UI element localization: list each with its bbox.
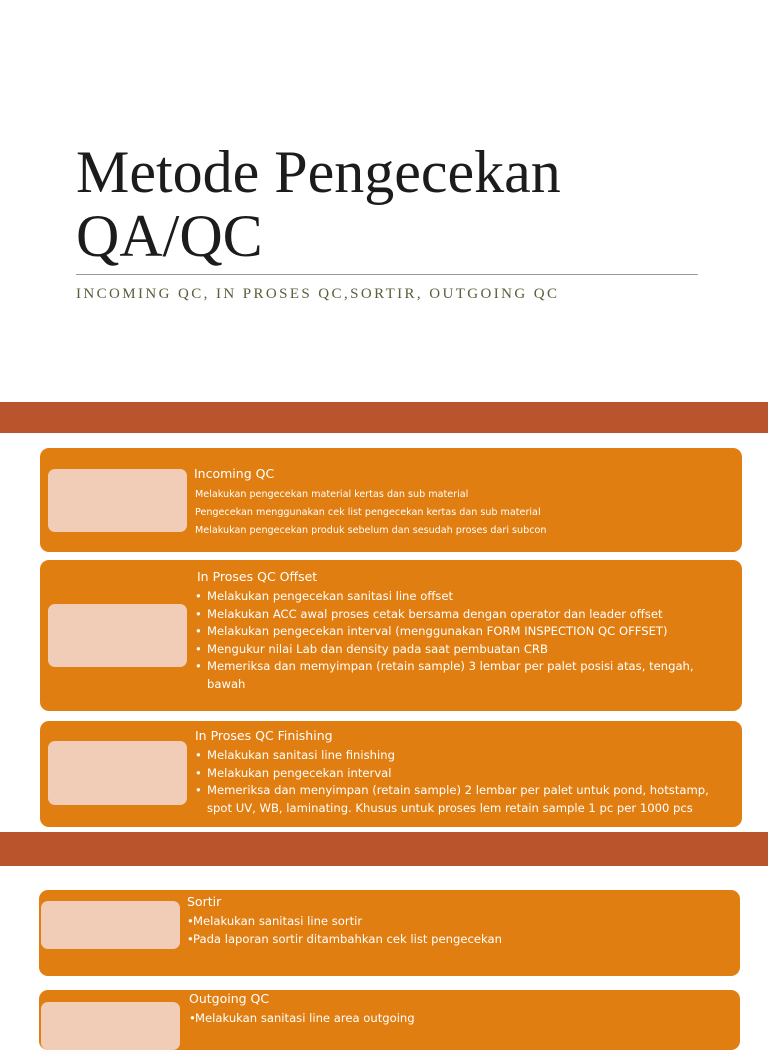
outgoing-qc-title: Outgoing QC: [189, 991, 270, 1006]
outgoing-qc-item: • Melakukan sanitasi line area outgoing: [189, 1010, 729, 1028]
outgoing-qc-card: [39, 990, 740, 1050]
incoming-qc-thumbnail: [48, 469, 187, 532]
incoming-qc-card: [40, 448, 742, 552]
finishing-qc-item: • Memeriksa dan menyimpan (retain sample) 2 lembar per palet untuk pond, hotstamp, spot UV, WB, laminating. Khusus untuk proses lem retain sample 1 pc per 1000 pcs: [195, 782, 720, 817]
incoming-qc-lines: [195, 486, 546, 540]
slide-subtitle: INCOMING QC, IN PROSES QC,SORTIR, OUTGOING QC: [76, 286, 560, 302]
sortir-list: [187, 913, 727, 948]
finishing-qc-item: • Melakukan sanitasi line finishing: [195, 747, 720, 765]
title-divider: [76, 274, 698, 275]
finishing-qc-title: In Proses QC Finishing: [195, 728, 333, 743]
content-slide-3: [0, 866, 768, 1024]
slide-separator-bar: [0, 832, 768, 866]
incoming-qc-line: Melakukan pengecekan produk sebelum dan sesudah proses dari subcon: [195, 525, 547, 536]
finishing-qc-list: [195, 747, 720, 817]
offset-qc-item: • Melakukan pengecekan sanitasi line offset: [195, 588, 710, 606]
offset-qc-item: • Melakukan pengecekan interval (menggunakan FORM INSPECTION QC OFFSET): [195, 623, 710, 641]
sortir-item: • Pada laporan sortir ditambahkan cek list pengecekan: [187, 931, 727, 949]
incoming-qc-line: Pengecekan menggunakan cek list pengecekan kertas dan sub material: [195, 507, 541, 518]
incoming-qc-line: Melakukan pengecekan material kertas dan sub material: [195, 489, 469, 500]
offset-qc-card: [40, 560, 742, 711]
title-line-2: QA/QC: [76, 203, 263, 269]
slide-title: [76, 140, 716, 268]
sortir-item: • Melakukan sanitasi line sortir: [187, 913, 727, 931]
sortir-thumbnail: [41, 901, 180, 949]
offset-qc-thumbnail: [48, 604, 187, 667]
offset-qc-item: • Memeriksa dan memyimpan (retain sample) 3 lembar per palet posisi atas, tengah, bawah: [195, 658, 710, 693]
outgoing-qc-thumbnail: [41, 1002, 180, 1050]
title-slide: [0, 0, 768, 402]
slide-separator-bar: [0, 402, 768, 433]
offset-qc-item: • Mengukur nilai Lab dan density pada saat pembuatan CRB: [195, 641, 710, 659]
offset-qc-item: • Melakukan ACC awal proses cetak bersama dengan operator dan leader offset: [195, 606, 710, 624]
outgoing-qc-list: [189, 1010, 729, 1028]
sortir-card: [39, 890, 740, 976]
finishing-qc-item: • Melakukan pengecekan interval: [195, 765, 720, 783]
finishing-qc-thumbnail: [48, 741, 187, 805]
content-slide-2: [0, 433, 768, 832]
offset-qc-list: [195, 588, 710, 694]
offset-qc-title: In Proses QC Offset: [197, 569, 318, 584]
incoming-qc-title: Incoming QC: [194, 466, 275, 481]
finishing-qc-card: [40, 721, 742, 827]
sortir-title: Sortir: [187, 894, 222, 909]
title-line-1: Metode Pengecekan: [76, 139, 561, 205]
